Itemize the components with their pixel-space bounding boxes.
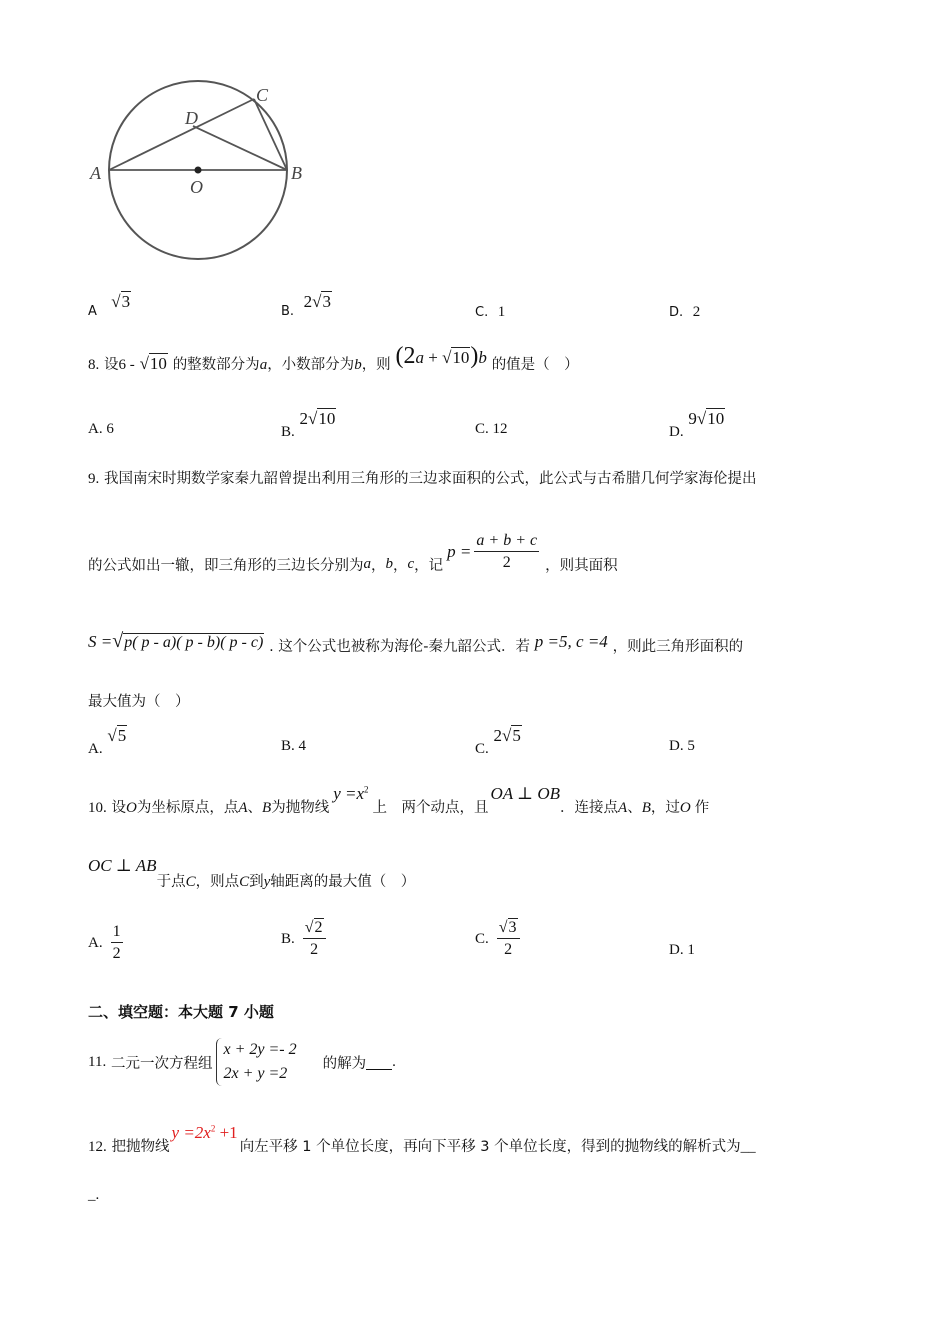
answer-blank-11[interactable] [366, 1055, 392, 1070]
q9-option-b[interactable]: B. 4 [281, 738, 307, 754]
answer-blank-12a[interactable]: __ [740, 1139, 756, 1155]
q8-option-a[interactable]: A. 6 [88, 421, 114, 437]
q8-option-d[interactable]: D. 9√10 [669, 409, 725, 440]
q7-option-c[interactable]: C. 1 [475, 304, 506, 320]
center-point-O [195, 167, 202, 174]
q10-option-b[interactable]: B. $\frac{√2}{2}$ [281, 918, 326, 961]
q8-option-c[interactable]: C. 12 [475, 421, 508, 437]
equation-system: x + 2y =- 2 2x + y =2 [216, 1038, 296, 1086]
q7-option-b[interactable]: B. 2√3 [281, 292, 331, 319]
q10-option-d[interactable]: D. 1 [669, 942, 695, 958]
question-9-line2: 的公式如出一辙，即三角形的三边长分别为 a ， b ， c ，记 p = $\frac{a + b + c}{2}$ ，则其面积 [88, 531, 618, 574]
segment-DB [193, 126, 287, 170]
q9-option-c[interactable]: C. 2√5 [475, 726, 521, 757]
chord-AC [109, 99, 254, 170]
label-D: D [185, 108, 198, 128]
question-12-line2[interactable]: _. [88, 1187, 100, 1203]
chord-CB [254, 99, 287, 170]
question-9-line4: 最大值为（ ） [88, 694, 190, 710]
question-10-line2: OC ⊥ AB 于点C，则点C到y轴距离的最大值（ ） [88, 856, 416, 890]
question-12-line1: 12. 把抛物线 $y =2x^2 +1$ 向左平移 1 个单位长度，再向下平移 3 个单位长度，得到的抛物线的解析式为__ [88, 1123, 756, 1155]
q7-option-a[interactable]: A √3 [88, 292, 131, 319]
label-A: A [90, 163, 101, 183]
q9-option-d[interactable]: D. 5 [669, 738, 695, 754]
q9-option-a[interactable]: A. √5 [88, 726, 127, 757]
q7-option-d[interactable]: D. 2 [669, 304, 701, 320]
section-2-title: 二、填空题：本大题 7 小题 [88, 1003, 274, 1021]
circle-figure [80, 70, 320, 285]
label-C: C [256, 85, 269, 105]
parabola-expression: $y =2x^2 +1$ [171, 1123, 238, 1142]
question-8: 8. 设6 - √10 的整数部分为a，小数部分为b，则 (2a + √10)b 的值是（ ） [88, 343, 579, 373]
q10-option-c[interactable]: C. $\frac{√3}{2}$ [475, 918, 520, 961]
question-9-line3: S =√p( p - a)( p - b)( p - c) . 这个公式也被称为海伦-秦九韶公式．若 p =5, c =4 ，则此三角形面积的 [88, 630, 744, 655]
q8-option-b[interactable]: B. 2√10 [281, 409, 336, 440]
label-O: O [190, 177, 203, 197]
question-11: 11. 二元一次方程组 x + 2y =- 2 2x + y =2 的解为 . [88, 1034, 396, 1090]
q10-option-a[interactable]: A. $\frac{1}{2}$ [88, 923, 121, 962]
question-9-line1: 9. 我国南宋时期数学家秦九韶曾提出利用三角形的三边求面积的公式，此公式与古希腊几何学家海伦提出 [88, 471, 757, 487]
label-B: B [291, 163, 302, 183]
question-10-line1: 10. 设O为坐标原点，点A、B为抛物线 $y =x^2$ 上 两个动点，且 OA ⊥ OB ．连接点A、B，过O 作 [88, 784, 710, 816]
